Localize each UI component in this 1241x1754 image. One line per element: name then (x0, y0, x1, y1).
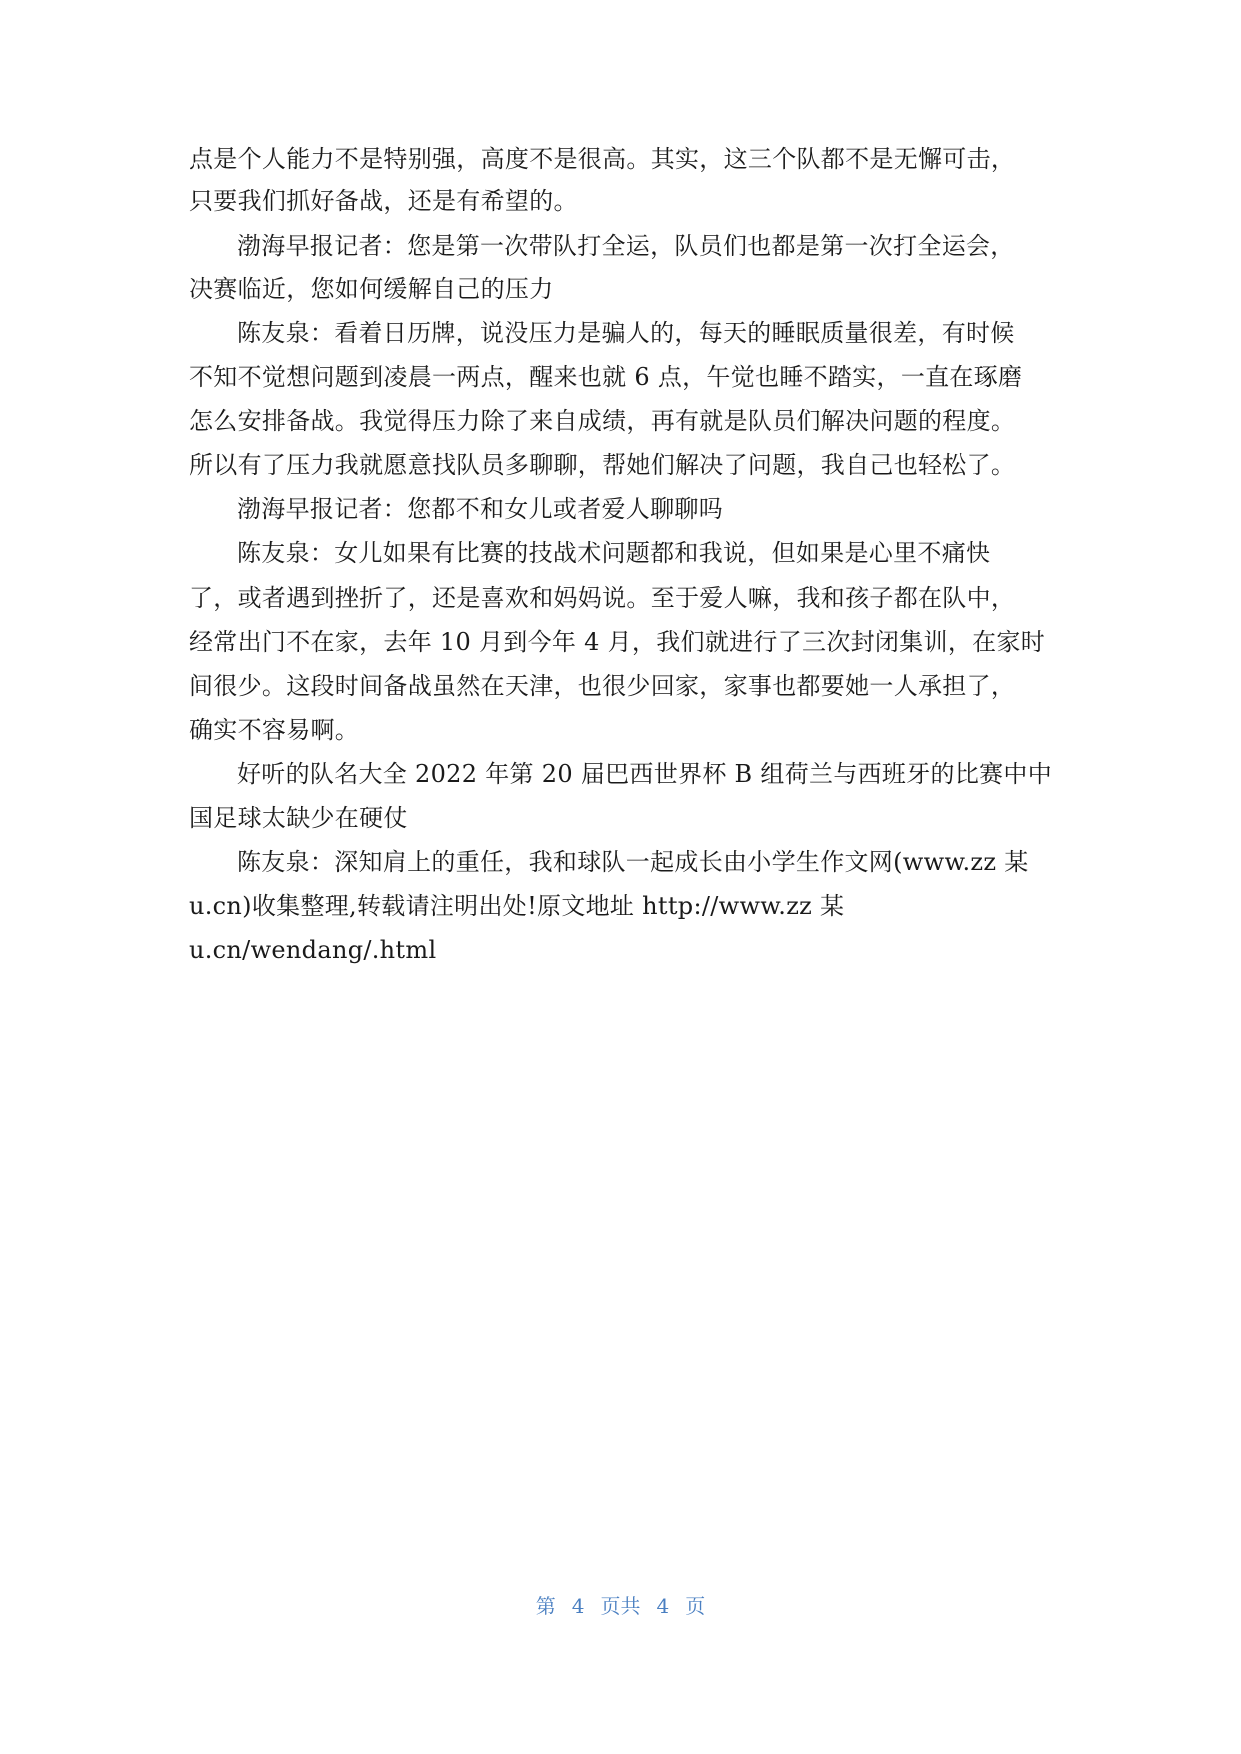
paragraph-line: 只要我们抓好备战，还是有希望的。 (189, 187, 578, 215)
footer-label-prefix: 第 (535, 1594, 556, 1618)
page-footer (0, 1593, 1241, 1619)
paragraph-line: 陈友泉：女儿如果有比赛的技战术问题都和我说，但如果是心里不痛快 (237, 539, 991, 567)
footer-label-suffix: 页 (685, 1594, 706, 1618)
paragraph-line: 决赛临近，您如何缓解自己的压力 (189, 275, 554, 303)
paragraph-line: 渤海早报记者：您是第一次带队打全运，队员们也都是第一次打全运会， (237, 232, 1015, 260)
footer-current-page: 4 (571, 1594, 585, 1618)
paragraph-line: 所以有了压力我就愿意找队员多聊聊，帮她们解决了问题，我自己也轻松了。 (189, 451, 1016, 479)
paragraph-line: 陈友泉：看着日历牌，说没压力是骗人的，每天的睡眠质量很差，有时候 (237, 319, 1015, 347)
paragraph-line: 好听的队名大全 2022 年第 20 届巴西世界杯 B 组荷兰与西班牙的比赛中中 (237, 760, 1053, 788)
paragraph-line: 不知不觉想问题到凌晨一两点，醒来也就 6 点，午觉也睡不踏实，一直在琢磨 (189, 363, 1023, 391)
paragraph-line: u.cn)收集整理,转载请注明出处!原文地址 http://www.zz 某 (189, 892, 845, 920)
paragraph-line: 确实不容易啊。 (189, 716, 360, 744)
paragraph-line: u.cn/wendang/.html (189, 936, 437, 964)
paragraph-line: 怎么安排备战。我觉得压力除了来自成绩，再有就是队员们解决问题的程度。 (189, 407, 1016, 435)
footer-label-middle: 页共 (600, 1594, 641, 1618)
paragraph-line: 国足球太缺少在硬仗 (189, 804, 408, 832)
paragraph-line: 陈友泉：深知肩上的重任，我和球队一起成长由小学生作文网(www.zz 某 (237, 848, 1029, 876)
paragraph-line: 间很少。这段时间备战虽然在天津，也很少回家，家事也都要她一人承担了， (189, 672, 1016, 700)
footer-total-pages: 4 (656, 1594, 670, 1618)
paragraph-line: 经常出门不在家，去年 10 月到今年 4 月，我们就进行了三次封闭集训，在家时 (189, 628, 1046, 656)
paragraph-line: 点是个人能力不是特别强，高度不是很高。其实，这三个队都不是无懈可击， (189, 145, 1016, 173)
paragraph-line: 渤海早报记者：您都不和女儿或者爱人聊聊吗 (237, 495, 723, 523)
paragraph-line: 了，或者遇到挫折了，还是喜欢和妈妈说。至于爱人嘛，我和孩子都在队中， (189, 584, 1016, 612)
